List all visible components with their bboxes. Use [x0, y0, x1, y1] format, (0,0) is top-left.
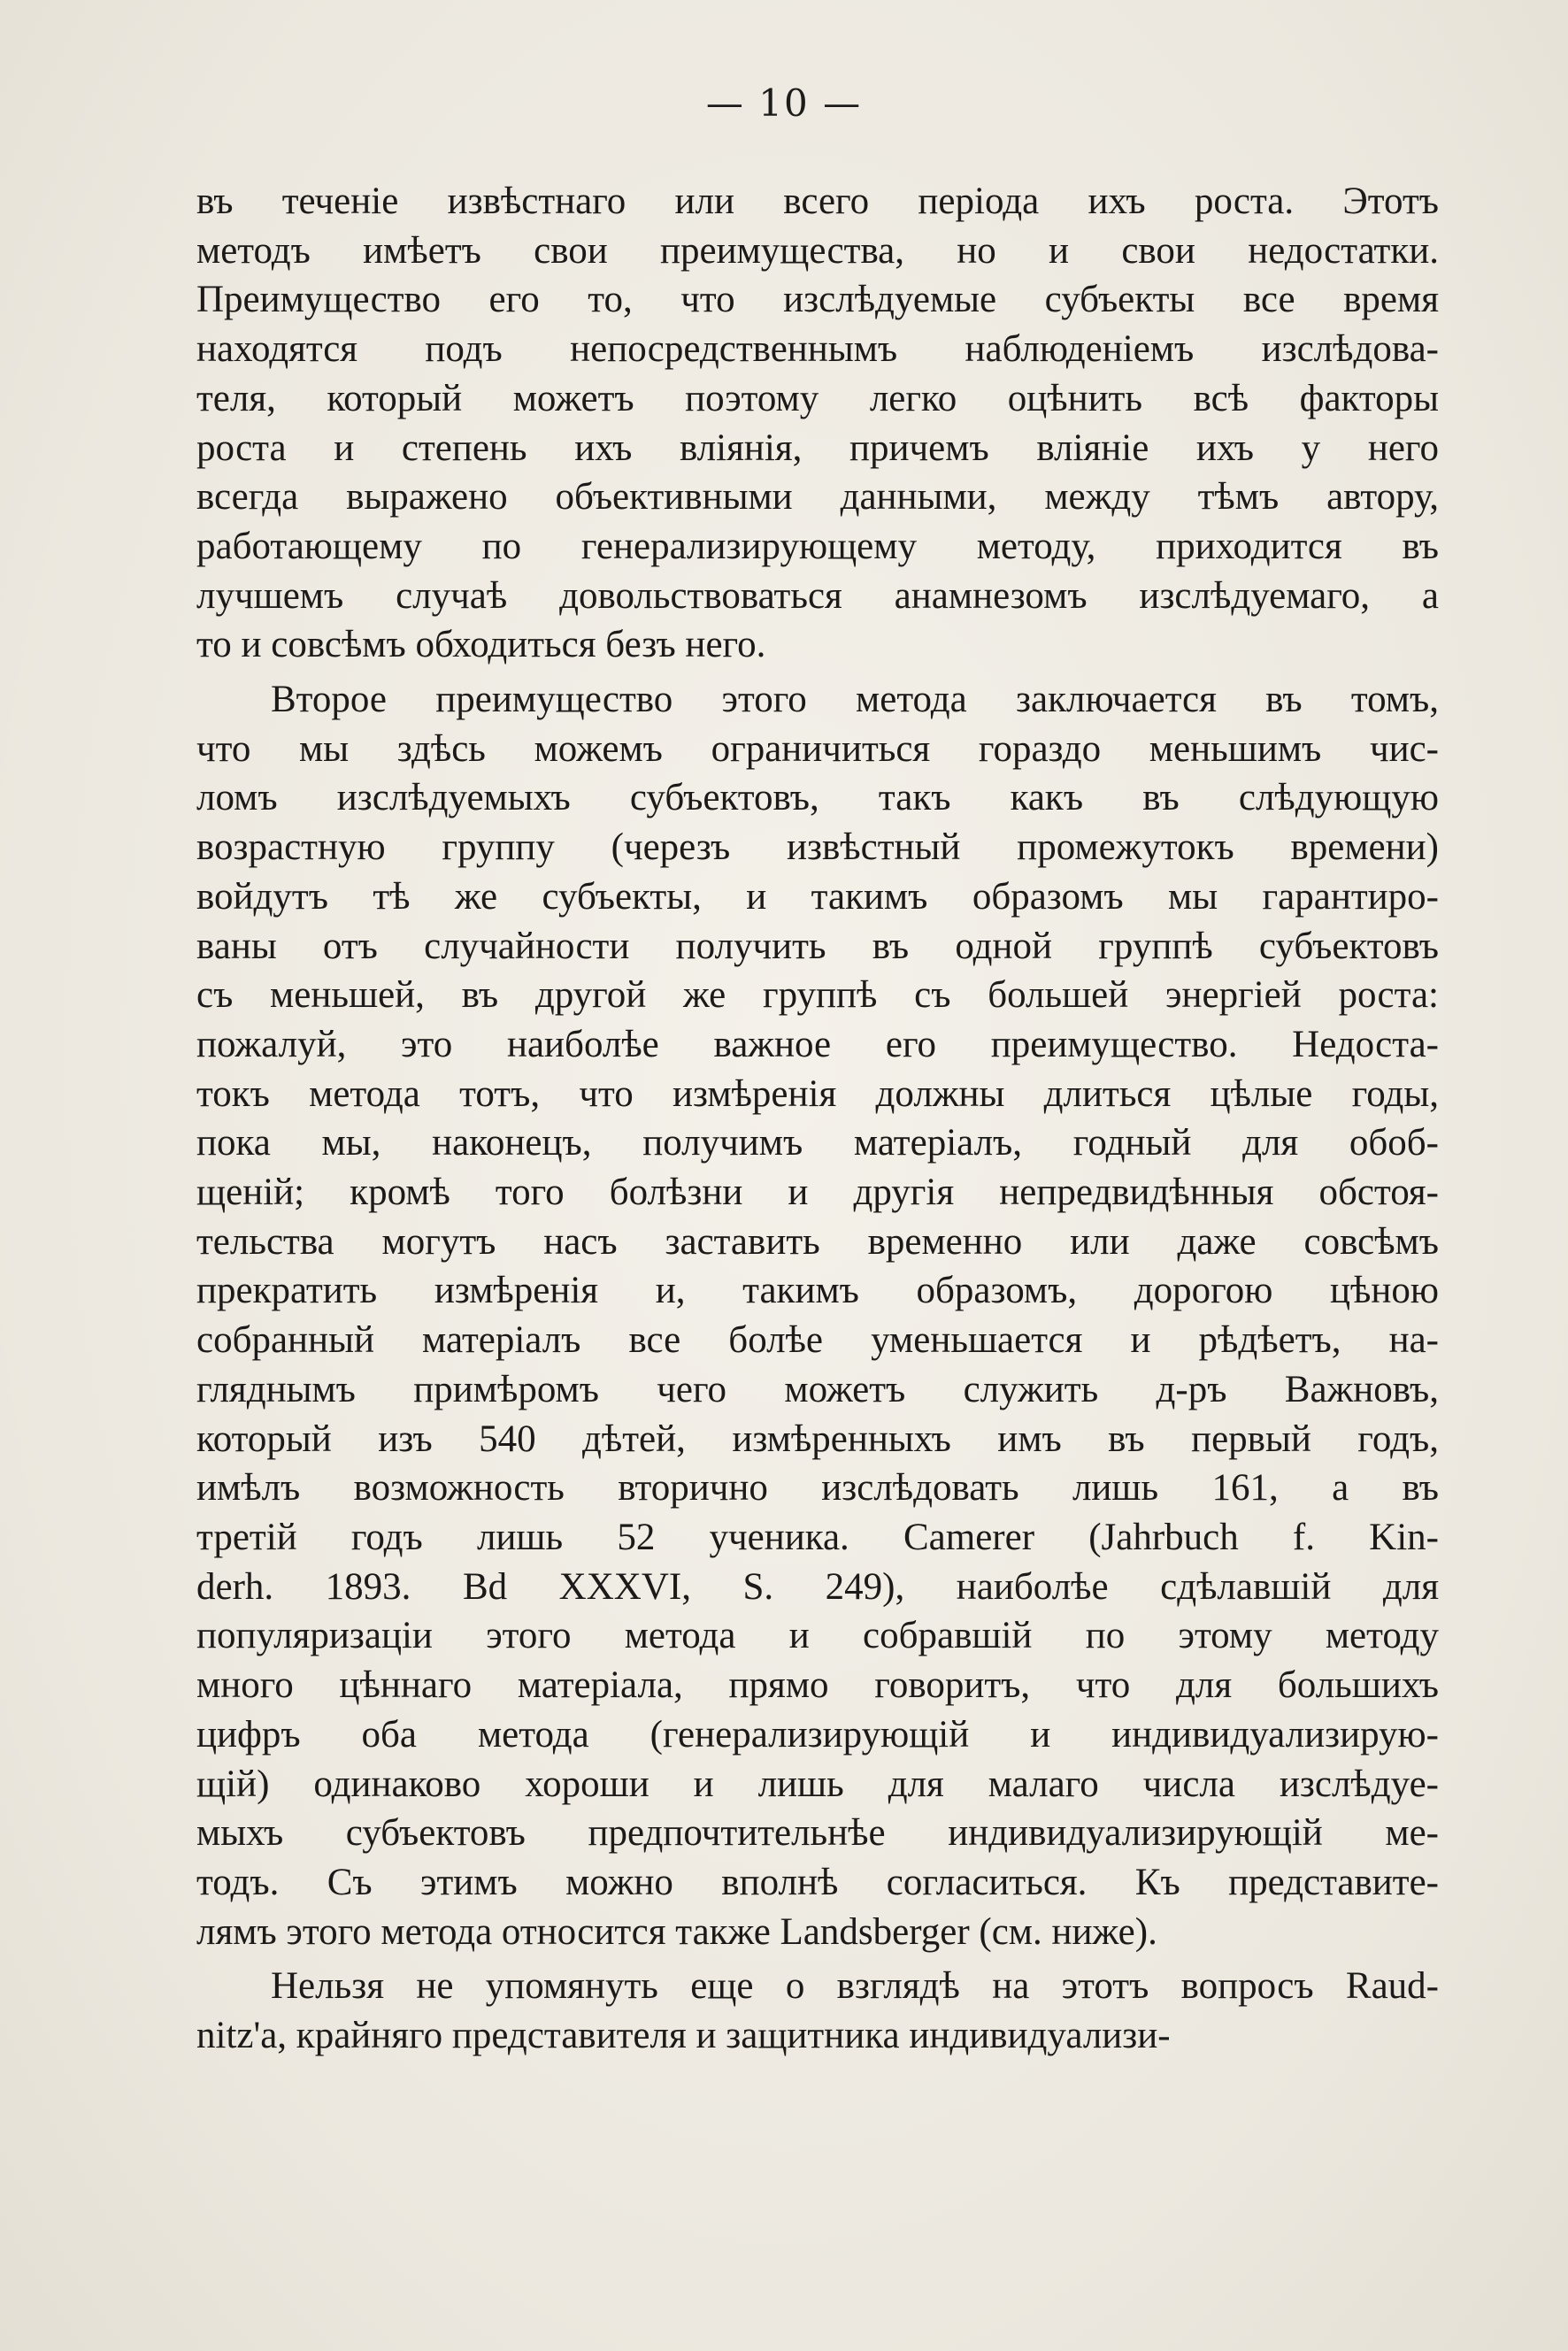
text-line: популяризаціи этого метода и собравшій по этому методу — [196, 1615, 1439, 1657]
text-line: Нельзя не упомянуть еще о взглядѣ на этотъ вопросъ Raud- — [271, 1965, 1439, 2008]
text-line: имѣлъ возможность вторично изслѣдовать лишь 161, а въ — [196, 1467, 1439, 1510]
text-line: роста и степень ихъ вліянія, причемъ вліяніе ихъ у него — [196, 426, 1439, 469]
text-line: тельства могутъ насъ заставить временно или даже совсѣмъ — [196, 1220, 1439, 1263]
text-line: третій годъ лишь 52 ученика. Camerer (Jahrbuch f. Kin- — [196, 1516, 1439, 1558]
text-line: много цѣннаго матеріала, прямо говоритъ, что для большихъ — [196, 1664, 1439, 1707]
text-line: Второе преимущество этого метода заключается въ томъ, — [271, 679, 1439, 721]
paragraph — [196, 675, 1439, 1956]
text-line: derh. 1893. Bd XXXVI, S. 249), наиболѣе сдѣлавшій для — [196, 1565, 1439, 1608]
text-line: пока мы, наконецъ, получимъ матеріалъ, годный для обоб- — [196, 1122, 1439, 1164]
text-line: ломъ изслѣдуемыхъ субъектовъ, такъ какъ въ слѣдующую — [196, 777, 1439, 819]
text-line: въ теченіе извѣстнаго или всего періода ихъ роста. Этотъ — [196, 181, 1439, 222]
text-line: работающему по генерализирующему методу, приходится въ — [196, 525, 1439, 567]
text-line: лямъ этого метода относится также Landsberger (см. ниже). — [196, 1910, 1157, 1953]
text-line: возрастную группу (черезъ извѣстный промежутокъ времени) — [196, 826, 1439, 869]
text-line: щій) одинаково хороши и лишь для малаго числа изслѣдуе- — [196, 1763, 1439, 1805]
text-line: прекратить измѣренія и, такимъ образомъ, дорогою цѣною — [196, 1270, 1439, 1312]
text-line: собранный матеріалъ все болѣе уменьшается и рѣдѣетъ, на- — [196, 1319, 1439, 1362]
text-line: методъ имѣетъ свои преимущества, но и свои недостатки. — [196, 229, 1439, 272]
text-line: войдутъ тѣ же субъекты, и такимъ образомъ мы гарантиро- — [196, 875, 1439, 918]
text-line: гляднымъ примѣромъ чего можетъ служить д-ръ Важновъ, — [196, 1368, 1439, 1410]
paragraph — [196, 177, 1439, 670]
text-line: теля, который можетъ поэтому легко оцѣнить всѣ факторы — [196, 377, 1439, 419]
text-line: Преимущество его то, что изслѣдуемые субъекты все время — [196, 279, 1439, 321]
text-line: пожалуй, это наиболѣе важное его преимущество. Недоста- — [196, 1023, 1439, 1065]
text-line: который изъ 540 дѣтей, измѣренныхъ имъ въ первый годъ, — [196, 1418, 1439, 1460]
paragraph — [196, 1962, 1439, 2060]
text-line: ваны отъ случайности получить въ одной группѣ субъектовъ — [196, 925, 1439, 967]
text-line: что мы здѣсь можемъ ограничиться гораздо меньшимъ чис- — [196, 727, 1439, 770]
text-line: цифръ оба метода (генерализирующій и индивидуализирую- — [196, 1713, 1439, 1756]
text-line: nitz'а, крайняго представителя и защитника индивидуализи- — [196, 2015, 1171, 2057]
text-line: всегда выражено объективными данными, между тѣмъ автору, — [196, 476, 1439, 519]
text-line: съ меньшей, въ другой же группѣ съ большей энергіей роста: — [196, 974, 1439, 1017]
text-line: то и совсѣмъ обходиться безъ него. — [196, 624, 766, 666]
page-number: — 10 — — [705, 81, 863, 125]
text-line: находятся подъ непосредственнымъ наблюденіемъ изслѣдова- — [196, 328, 1439, 371]
text-line: мыхъ субъектовъ предпочтительнѣе индивидуализирующій ме- — [196, 1812, 1439, 1855]
body-text — [196, 177, 1439, 2061]
text-line: лучшемъ случаѣ довольствоваться анамнезомъ изслѣдуемаго, а — [196, 574, 1439, 617]
text-line: токъ метода тотъ, что измѣренія должны длиться цѣлые годы, — [196, 1072, 1439, 1115]
text-line: тодъ. Съ этимъ можно вполнѣ согласиться. Къ представите- — [196, 1861, 1439, 1903]
text-line: щеній; кромѣ того болѣзни и другія непредвидѣнныя обстоя- — [196, 1172, 1439, 1214]
